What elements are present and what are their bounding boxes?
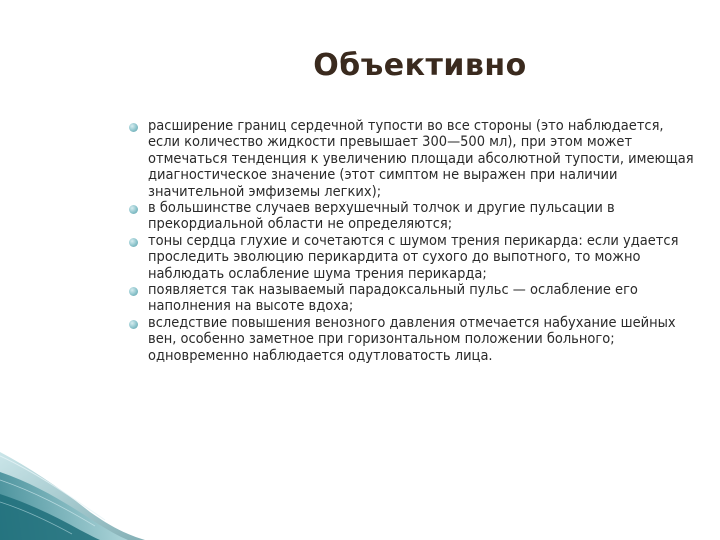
bullet-text: появляется так называемый парадоксальный пульс — ослабление его наполнения на высоте вдоха; <box>148 282 638 315</box>
bullet-icon <box>129 205 138 214</box>
bullet-text: вследствие повышения венозного давления отмечается набухание шейных вен, особенно заметное при горизонтальном положении больного; одновременно наблюдается одутловатость лица. <box>148 314 676 364</box>
bullet-item <box>128 200 694 233</box>
bullet-item <box>128 118 694 200</box>
bullet-icon <box>129 287 138 296</box>
bullet-item <box>128 233 694 282</box>
bullet-icon <box>129 238 138 247</box>
bullet-text: тоны сердца глухие и сочетаются с шумом трения перикарда: если удается проследить эволюцию перикардита от сухого до выпотного, то можно наблюдать ослабление шума трения перикарда; <box>148 232 679 282</box>
bullet-icon <box>129 320 138 329</box>
bullet-text: в большинстве случаев верхушечный толчок и другие пульсации в прекордиальной области не определяются; <box>148 200 615 233</box>
bullet-item <box>128 315 694 364</box>
bullet-icon <box>129 123 138 132</box>
corner-wave-decoration <box>0 450 150 540</box>
bullet-list <box>128 118 694 364</box>
bullet-text: расширение границ сердечной тупости во все стороны (это наблюдается, если количество жидкости превышает 300—500 мл), при этом может отмечаться тенденция к увеличению площади абсолютной тупости, имеющая диагностическое значение (этот симптом не выражен при наличии значительной эмфиземы легких); <box>148 118 694 200</box>
bullet-item <box>128 282 694 315</box>
slide-title: Объективно <box>313 48 527 83</box>
